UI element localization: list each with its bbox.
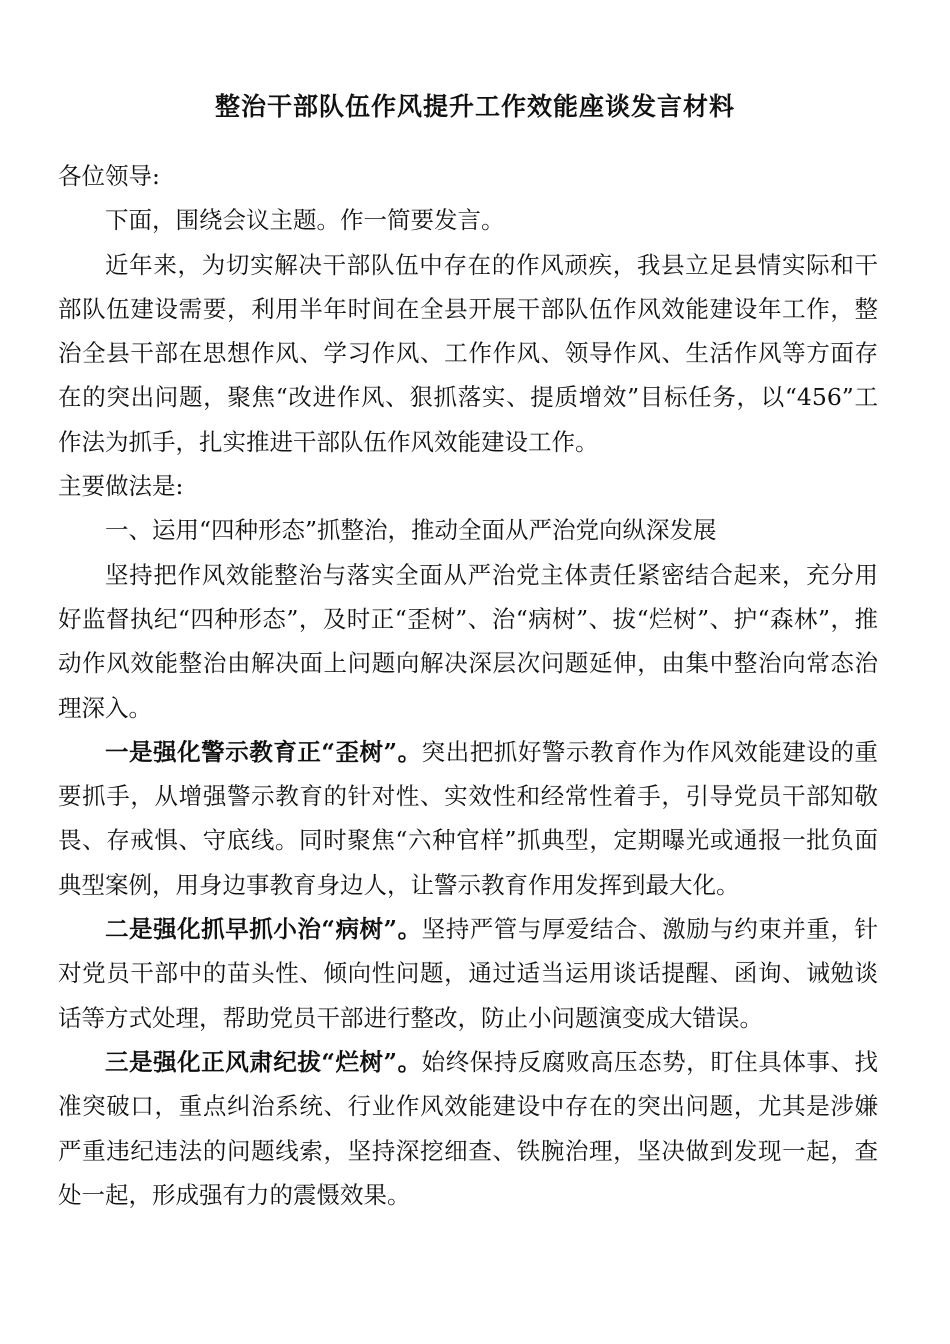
- lead-warning-education: 一是强化警示教育正“歪树”。: [105, 737, 422, 766]
- text-warning-education: 突出把抓好警示教育作为作风效能建设的重要抓手，从增强警示教育的针对性、实效性和经常性着手，引导党员干部知敬畏、存戒惧、守底线。同时聚焦“六种官样”抓典型，定期曝光或通报一批负面典型案例，用身边事教育身边人，让警示教育作用发挥到最大化。: [58, 737, 878, 899]
- lead-early-correction: 二是强化抓早抓小治“病树”。: [105, 915, 422, 944]
- lead-discipline-enforcement: 三是强化正风肃纪拔“烂树”。: [105, 1047, 422, 1076]
- text-early-correction: 坚持严管与厚爱结合、激励与约束并重，针对党员干部中的苗头性、倾向性问题，通过适当运用谈话提醒、函询、诫勉谈话等方式处理，帮助党员干部进行整改，防止小问题演变成大错误。: [58, 915, 878, 1032]
- document-body: [58, 154, 878, 1217]
- document-title: 整治干部队伍作风提升工作效能座谈发言材料: [214, 92, 735, 121]
- salutation: 各位领导:: [58, 162, 160, 190]
- paragraph-section-1-intro: 坚持把作风效能整治与落实全面从严治党主体责任紧密结合起来，充分用好监督执纪“四种形态”，及时正“歪树”、治“病树”、拔“烂树”、护“森林”，推动作风效能整治由解决面上问题向解决深层次问题延伸，由集中整治向常态治理深入。: [58, 560, 878, 722]
- paragraph-discipline-enforcement: [58, 1040, 878, 1217]
- section-heading-1: 一、运用“四种形态”抓整治，推动全面从严治党向纵深发展: [105, 516, 717, 545]
- paragraph-early-correction: [58, 907, 878, 1040]
- paragraph-main-practices: 主要做法是:: [58, 472, 184, 501]
- paragraph-opening: 下面，围绕会议主题。作一简要发言。: [105, 206, 505, 235]
- paragraph-background: 近年来，为切实解决干部队伍中存在的作风顽疾，我县立足县情实际和干部队伍建设需要，利用半年时间在全县开展干部队伍作风效能建设年工作，整治全县干部在思想作风、学习作风、工作作风、领导作风、生活作风等方面存在的突出问题，聚焦“改进作风、狠抓落实、提质增效”目标任务，以“456”工作法为抓手，扎实推进干部队伍作风效能建设工作。: [58, 250, 878, 456]
- paragraph-warning-education: [58, 730, 878, 907]
- text-discipline-enforcement: 始终保持反腐败高压态势，盯住具体事、找准突破口，重点纠治系统、行业作风效能建设中存在的突出问题，尤其是涉嫌严重违纪违法的问题线索，坚持深挖细查、铁腕治理，坚决做到发现一起，查处一起，形成强有力的震慑效果。: [58, 1047, 878, 1209]
